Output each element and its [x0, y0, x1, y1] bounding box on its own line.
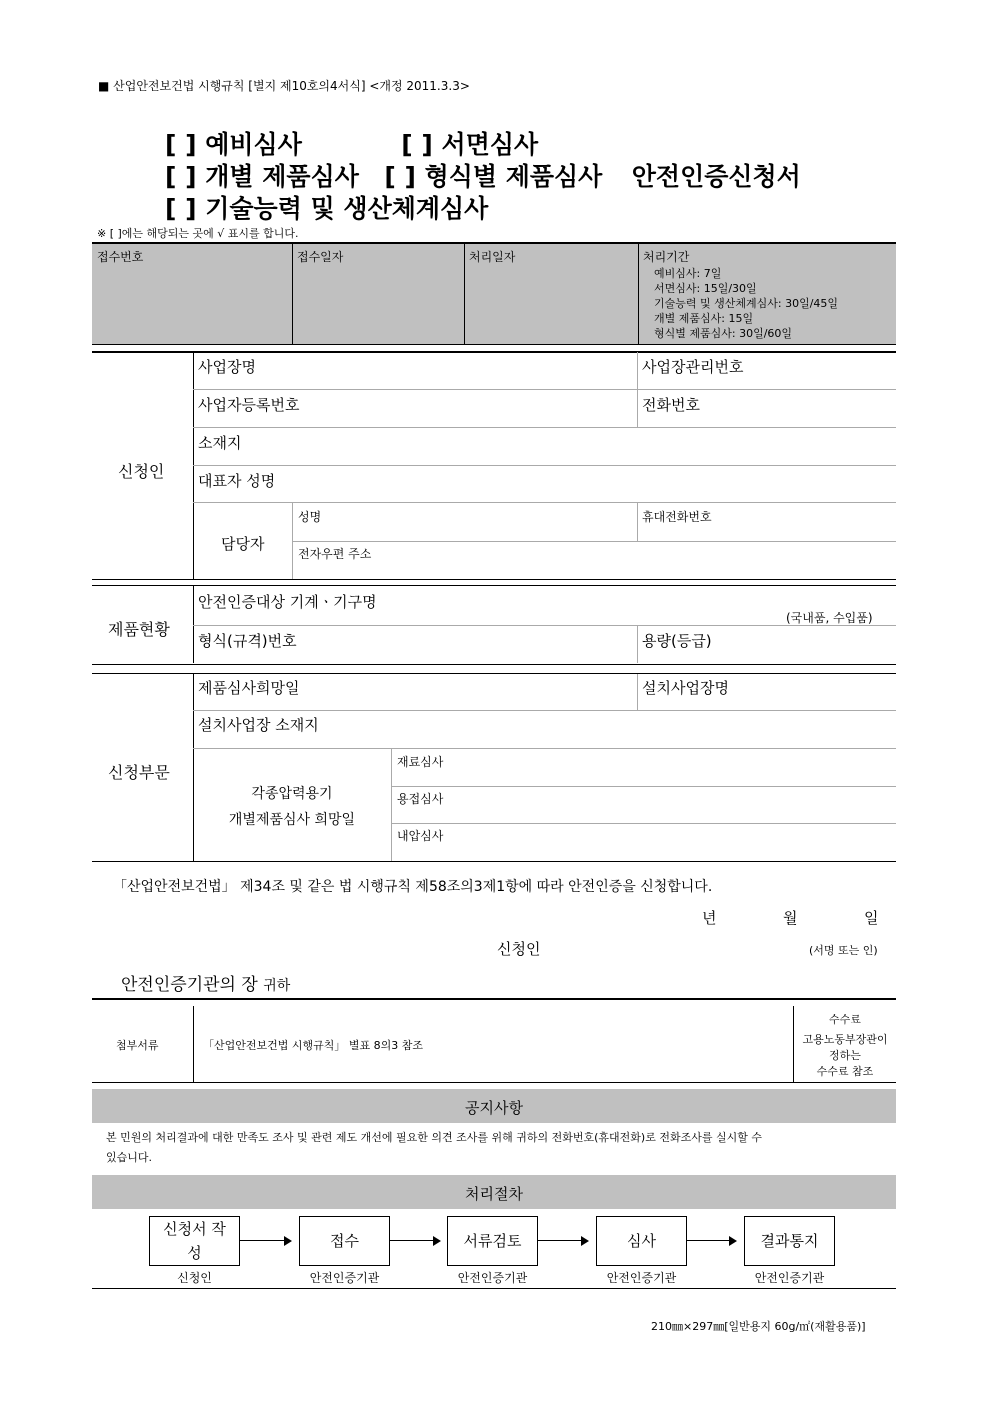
division-section-label: 신청부문	[108, 763, 170, 782]
checkbox-individual-product[interactable]: [ ] 개별 제품심사	[165, 162, 359, 191]
product-section-label: 제품현황	[108, 620, 170, 639]
period-capability: 기술능력 및 생산체계심사: 30일/45일	[654, 297, 839, 310]
address-label[interactable]: 소재지	[198, 434, 242, 452]
arrow-3	[538, 1240, 581, 1241]
process-date-label: 처리일자	[469, 250, 516, 264]
arrow-head-4	[729, 1236, 737, 1246]
title-line-3	[165, 189, 488, 225]
checkbox-capability-review[interactable]: [ ] 기술능력 및 생산체계심사	[165, 194, 489, 223]
title-line-1	[165, 125, 538, 161]
period-preliminary: 예비심사: 7일	[654, 267, 722, 280]
business-mgmt-no-label[interactable]: 사업장관리번호	[642, 358, 744, 376]
title-line-2	[165, 157, 801, 193]
step-4-actor: 안전인증기관	[606, 1271, 677, 1285]
recipient-name: 안전인증기관의 장	[121, 975, 258, 995]
signature-field[interactable]: (서명 또는 인)	[809, 944, 878, 957]
pressure-test-label[interactable]: 내압심사	[397, 829, 444, 843]
representative-label[interactable]: 대표자 성명	[198, 472, 276, 490]
business-reg-no-label[interactable]: 사업자등록번호	[198, 396, 300, 414]
form-reference: ■ 산업안전보건법 시행규칙 [별지 제10호의4서식] <개정 2011.3.3>	[98, 79, 470, 93]
phone-label[interactable]: 전화번호	[642, 396, 700, 414]
arrow-2	[390, 1240, 433, 1241]
check-note: ※ [ ]에는 해당되는 곳에 √ 표시를 합니다.	[97, 227, 299, 240]
step-receipt: 접수	[299, 1216, 390, 1266]
document-title: 안전인증신청서	[631, 162, 801, 191]
step-3-actor: 안전인증기관	[457, 1271, 528, 1285]
install-address-label[interactable]: 설치사업장 소재지	[198, 716, 319, 734]
step-result: 결과통지	[744, 1216, 835, 1266]
date-day[interactable]: 일	[864, 909, 879, 927]
arrow-head-3	[581, 1236, 589, 1246]
notice-text-1: 본 민원의 처리결과에 대한 만족도 조사 및 관련 제도 개선에 필요한 의견 조사를 위해 귀하의 전화번호(휴대전화)로 전화조사를 실시할 수	[106, 1131, 762, 1144]
arrow-4	[687, 1240, 729, 1241]
machine-name-label[interactable]: 안전인증대상 기계ㆍ기구명	[198, 593, 377, 611]
email-label[interactable]: 전자우편 주소	[298, 547, 372, 561]
applicant-sign-label: 신청인	[497, 940, 541, 958]
declaration-text: 「산업안전보건법」 제34조 및 같은 법 시행규칙 제58조의3제1항에 따라 안전인증을 신청합니다.	[113, 879, 713, 895]
checkbox-preliminary[interactable]: [ ] 예비심사	[165, 130, 302, 159]
step-5-actor: 안전인증기관	[754, 1271, 825, 1285]
contact-person-label: 담당자	[221, 535, 265, 553]
model-no-label[interactable]: 형식(규격)번호	[198, 632, 297, 650]
fee-line-3: 수수료 참조	[816, 1065, 874, 1078]
origin-option[interactable]: (국내품, 수입품)	[786, 611, 873, 625]
capacity-label[interactable]: 용량(등급)	[642, 632, 712, 650]
business-name-label[interactable]: 사업장명	[198, 358, 256, 376]
recipient	[121, 970, 290, 995]
processing-period-label: 처리기간	[643, 250, 690, 264]
step-1-line-2: 성	[187, 1244, 202, 1262]
contact-name-label[interactable]: 성명	[298, 510, 322, 524]
arrow-head-2	[433, 1236, 441, 1246]
material-review-label[interactable]: 재료심사	[397, 755, 444, 769]
step-1-line-1: 신청서 작	[163, 1220, 226, 1238]
attachments-label: 첨부서류	[116, 1039, 159, 1052]
arrow-head-1	[284, 1236, 292, 1246]
fee-line-2: 정하는	[829, 1049, 861, 1062]
mobile-label[interactable]: 휴대전화번호	[642, 510, 712, 524]
attachments-content: 「산업안전보건법 시행규칙」 별표 8의3 참조	[203, 1039, 423, 1052]
fee-line-1: 고용노동부장관이	[802, 1033, 888, 1046]
receipt-number-label: 접수번호	[97, 250, 144, 264]
checkbox-document-review[interactable]: [ ] 서면심사	[401, 130, 539, 159]
install-site-label[interactable]: 설치사업장명	[642, 679, 729, 697]
receipt-date-label: 접수일자	[297, 250, 344, 264]
desired-date-label[interactable]: 제품심사희망일	[198, 679, 300, 697]
checkbox-type-product[interactable]: [ ] 형식별 제품심사	[384, 162, 603, 191]
period-individual: 개별 제품심사: 15일	[654, 312, 754, 325]
period-type: 형식별 제품심사: 30일/60일	[654, 327, 793, 340]
pressure-vessel-label-1: 각종압력용기	[251, 786, 333, 802]
procedure-header: 처리절차	[465, 1185, 523, 1203]
period-document: 서면심사: 15일/30일	[654, 282, 757, 295]
step-2-actor: 안전인증기관	[309, 1271, 380, 1285]
notice-text-2: 있습니다.	[106, 1151, 153, 1164]
welding-review-label[interactable]: 용접심사	[397, 792, 444, 806]
step-1-actor: 신청인	[177, 1271, 212, 1285]
arrow-1	[240, 1240, 284, 1241]
step-review: 심사	[596, 1216, 687, 1266]
step-application	[149, 1216, 240, 1266]
date-year[interactable]: 년	[702, 909, 717, 927]
applicant-section-label: 신청인	[118, 462, 165, 481]
step-document-review: 서류검토	[447, 1216, 538, 1266]
paper-spec: 210㎜×297㎜[일반용지 60g/㎡(재활용품)]	[651, 1320, 866, 1333]
date-month[interactable]: 월	[783, 909, 798, 927]
fee-label: 수수료	[829, 1013, 861, 1026]
pressure-vessel-label-2: 개별제품심사 희망일	[228, 812, 356, 828]
notice-header: 공지사항	[465, 1099, 523, 1117]
recipient-suffix: 귀하	[263, 978, 291, 994]
